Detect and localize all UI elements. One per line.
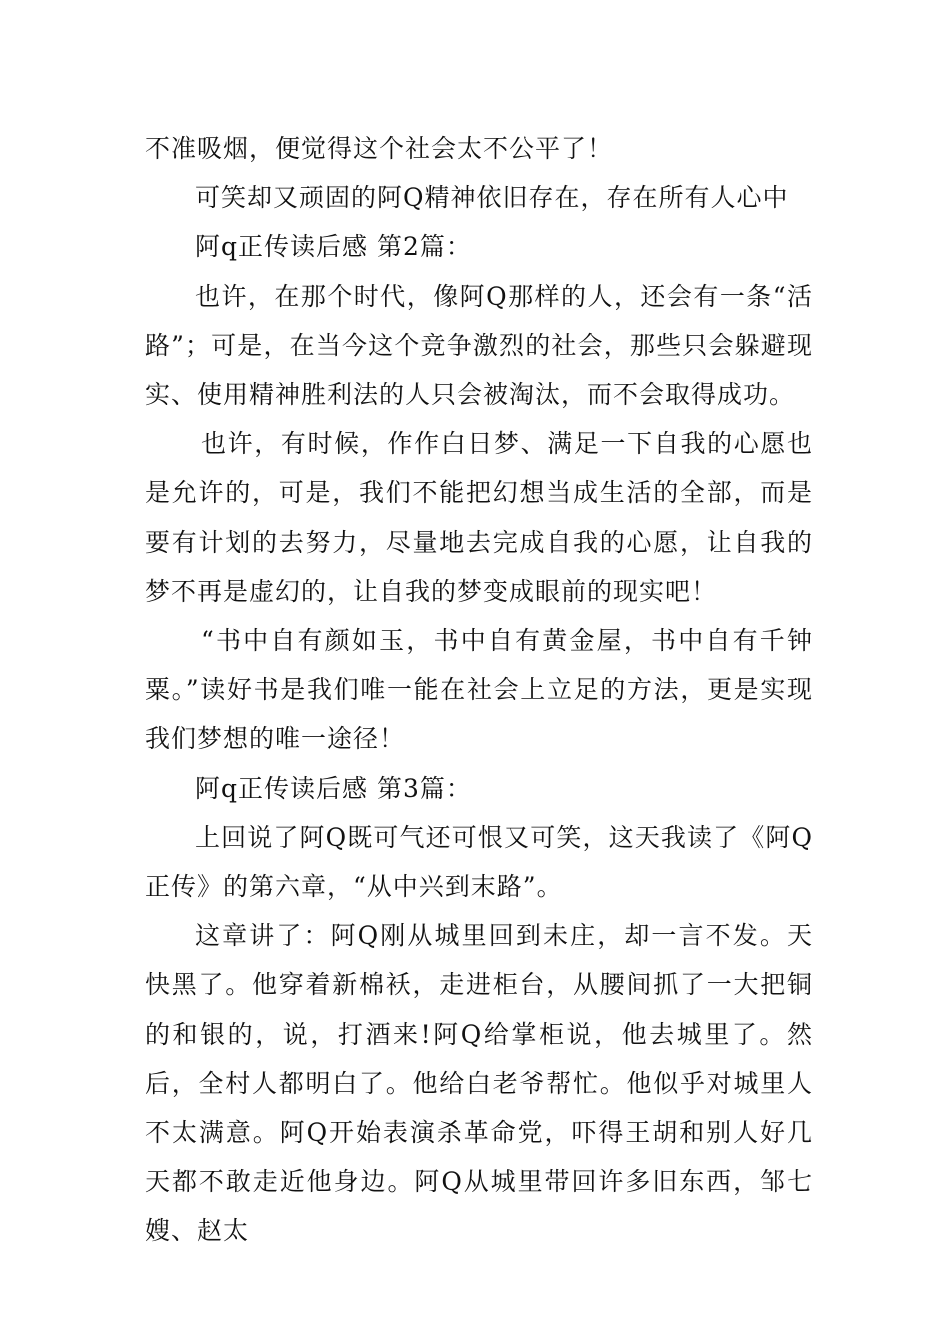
paragraph: 也许，有时候，作作白日梦、满足一下自我的心愿也是允许的，可是，我们不能把幻想当成生活的全部，而是要有计划的去努力，尽量地去完成自我的心愿，让自我的梦不再是虚幻的，让自我的梦变成眼前的现实吧！: [145, 429, 813, 606]
paragraph: “书中自有颜如玉，书中自有黄金屋，书中自有千钟粟。”读好书是我们唯一能在社会上立足的方法，更是实现我们梦想的唯一途径！: [145, 626, 813, 754]
paragraph: 可笑却又顽固的阿Q精神依旧存在，存在所有人心中: [195, 183, 789, 213]
section-heading-2: 阿q正传读后感 第2篇：: [195, 232, 472, 262]
paragraph: 上回说了阿Q既可气还可恨又可笑，这天我读了《阿Q正传》的第六章，“从中兴到末路”。: [145, 822, 813, 902]
section-heading-3: 阿q正传读后感 第3篇：: [195, 773, 472, 803]
paragraph: 也许，在那个时代，像阿Q那样的人，还会有一条“活路”；可是，在当今这个竞争激烈的社会，那些只会躲避现实、使用精神胜利法的人只会被淘汰，而不会取得成功。: [145, 281, 813, 410]
paragraph-continuation: 不准吸烟，便觉得这个社会太不公平了！: [145, 134, 614, 163]
document-body: [145, 124, 813, 1256]
paragraph: 这章讲了：阿Q刚从城里回到未庄，却一言不发。天快黑了。他穿着新棉袄，走进柜台，从腰间抓了一大把铜的和银的，说，打酒来!阿Q给掌柜说，他去城里了。然后，全村人都明白了。他给白老爷帮忙。他似乎对城里人不太满意。阿Q开始表演杀革命党，吓得王胡和别人好几天都不敢走近他身边。阿Q从城里带回许多旧东西，邹七嫂、赵太: [145, 921, 813, 1246]
